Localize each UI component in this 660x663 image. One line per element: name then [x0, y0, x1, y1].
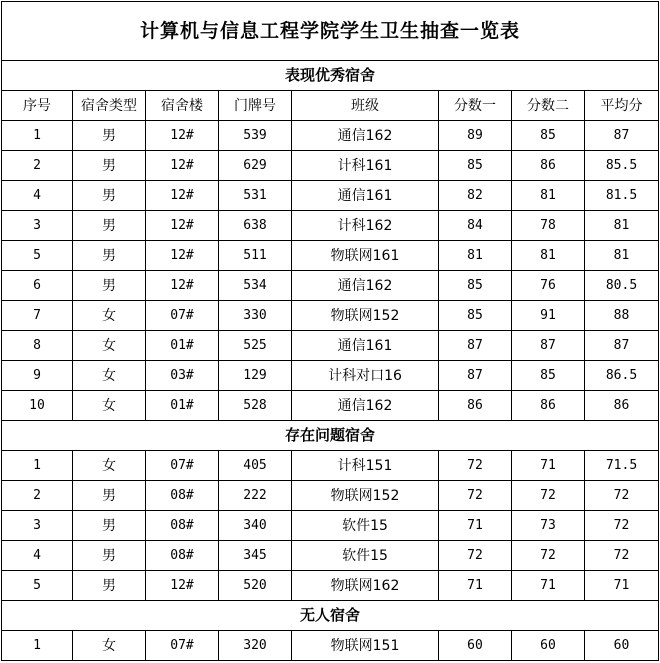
room-number-cell: 534 — [219, 271, 292, 301]
score2-cell: 71 — [512, 451, 585, 481]
seq-cell: 10 — [2, 391, 73, 421]
average-cell: 81.5 — [585, 181, 659, 211]
average-cell: 60 — [585, 631, 659, 661]
class-cell: 计科对口16 — [292, 361, 439, 391]
average-cell: 87 — [585, 121, 659, 151]
dorm-type-cell: 男 — [73, 271, 146, 301]
table-row — [2, 361, 659, 391]
seq-cell: 2 — [2, 481, 73, 511]
building-cell: 12# — [146, 211, 219, 241]
class-cell: 物联网152 — [292, 481, 439, 511]
building-cell: 12# — [146, 271, 219, 301]
dorm-type-cell: 男 — [73, 121, 146, 151]
table-row — [2, 511, 659, 541]
room-number-cell: 539 — [219, 121, 292, 151]
average-cell: 72 — [585, 511, 659, 541]
seq-cell: 3 — [2, 511, 73, 541]
building-cell: 01# — [146, 391, 219, 421]
average-cell: 71 — [585, 571, 659, 601]
class-cell: 物联网161 — [292, 241, 439, 271]
class-cell: 通信162 — [292, 121, 439, 151]
section-row — [2, 61, 659, 91]
building-cell: 07# — [146, 451, 219, 481]
room-number-cell: 405 — [219, 451, 292, 481]
building-cell: 08# — [146, 541, 219, 571]
room-number-cell: 129 — [219, 361, 292, 391]
building-cell: 12# — [146, 241, 219, 271]
section-row — [2, 601, 659, 631]
building-cell: 12# — [146, 121, 219, 151]
section-row — [2, 421, 659, 451]
building-cell: 07# — [146, 631, 219, 661]
table-title: 计算机与信息工程学院学生卫生抽查一览表 — [2, 2, 659, 61]
seq-cell: 8 — [2, 331, 73, 361]
dorm-type-cell: 男 — [73, 211, 146, 241]
section-title: 存在问题宿舍 — [2, 421, 659, 451]
column-header: 班级 — [292, 91, 439, 121]
building-cell: 01# — [146, 331, 219, 361]
class-cell: 物联网151 — [292, 631, 439, 661]
seq-cell: 9 — [2, 361, 73, 391]
room-number-cell: 638 — [219, 211, 292, 241]
table-row — [2, 451, 659, 481]
room-number-cell: 520 — [219, 571, 292, 601]
score2-cell: 85 — [512, 361, 585, 391]
class-cell: 通信162 — [292, 391, 439, 421]
column-header: 宿舍类型 — [73, 91, 146, 121]
dorm-type-cell: 女 — [73, 631, 146, 661]
section-title: 表现优秀宿舍 — [2, 61, 659, 91]
dorm-type-cell: 男 — [73, 571, 146, 601]
score2-cell: 86 — [512, 391, 585, 421]
class-cell: 计科161 — [292, 151, 439, 181]
room-number-cell: 340 — [219, 511, 292, 541]
room-number-cell: 222 — [219, 481, 292, 511]
score1-cell: 85 — [439, 301, 512, 331]
class-cell: 物联网162 — [292, 571, 439, 601]
score1-cell: 86 — [439, 391, 512, 421]
score2-cell: 86 — [512, 151, 585, 181]
score1-cell: 72 — [439, 481, 512, 511]
score2-cell: 81 — [512, 241, 585, 271]
score1-cell: 85 — [439, 271, 512, 301]
dorm-type-cell: 女 — [73, 391, 146, 421]
dorm-type-cell: 男 — [73, 151, 146, 181]
table-row — [2, 241, 659, 271]
score1-cell: 71 — [439, 571, 512, 601]
room-number-cell: 345 — [219, 541, 292, 571]
column-header: 分数一 — [439, 91, 512, 121]
average-cell: 72 — [585, 541, 659, 571]
score1-cell: 87 — [439, 331, 512, 361]
seq-cell: 5 — [2, 241, 73, 271]
seq-cell: 7 — [2, 301, 73, 331]
score1-cell: 82 — [439, 181, 512, 211]
table-row — [2, 391, 659, 421]
table-row — [2, 211, 659, 241]
score2-cell: 76 — [512, 271, 585, 301]
score1-cell: 60 — [439, 631, 512, 661]
dorm-type-cell: 男 — [73, 181, 146, 211]
table-row — [2, 151, 659, 181]
seq-cell: 4 — [2, 181, 73, 211]
average-cell: 71.5 — [585, 451, 659, 481]
room-number-cell: 511 — [219, 241, 292, 271]
room-number-cell: 531 — [219, 181, 292, 211]
building-cell: 12# — [146, 181, 219, 211]
building-cell: 12# — [146, 571, 219, 601]
room-number-cell: 330 — [219, 301, 292, 331]
column-header: 门牌号 — [219, 91, 292, 121]
dorm-type-cell: 女 — [73, 301, 146, 331]
seq-cell: 3 — [2, 211, 73, 241]
building-cell: 08# — [146, 511, 219, 541]
column-header: 序号 — [2, 91, 73, 121]
average-cell: 87 — [585, 331, 659, 361]
class-cell: 通信161 — [292, 181, 439, 211]
class-cell: 计科151 — [292, 451, 439, 481]
table-row — [2, 631, 659, 661]
class-cell: 通信162 — [292, 271, 439, 301]
average-cell: 85.5 — [585, 151, 659, 181]
table-row — [2, 481, 659, 511]
class-cell: 通信161 — [292, 331, 439, 361]
table-row — [2, 541, 659, 571]
class-cell: 软件15 — [292, 511, 439, 541]
average-cell: 81 — [585, 211, 659, 241]
score2-cell: 87 — [512, 331, 585, 361]
score2-cell: 78 — [512, 211, 585, 241]
inspection-table — [1, 1, 659, 661]
average-cell: 81 — [585, 241, 659, 271]
seq-cell: 4 — [2, 541, 73, 571]
table-row — [2, 121, 659, 151]
dorm-type-cell: 男 — [73, 481, 146, 511]
table-row — [2, 301, 659, 331]
score1-cell: 72 — [439, 541, 512, 571]
seq-cell: 2 — [2, 151, 73, 181]
section-title: 无人宿舍 — [2, 601, 659, 631]
column-header: 宿舍楼 — [146, 91, 219, 121]
dorm-type-cell: 女 — [73, 331, 146, 361]
dorm-type-cell: 男 — [73, 541, 146, 571]
seq-cell: 5 — [2, 571, 73, 601]
seq-cell: 1 — [2, 631, 73, 661]
score2-cell: 60 — [512, 631, 585, 661]
dorm-type-cell: 女 — [73, 451, 146, 481]
score1-cell: 84 — [439, 211, 512, 241]
score2-cell: 81 — [512, 181, 585, 211]
room-number-cell: 525 — [219, 331, 292, 361]
average-cell: 80.5 — [585, 271, 659, 301]
building-cell: 03# — [146, 361, 219, 391]
building-cell: 12# — [146, 151, 219, 181]
dorm-type-cell: 男 — [73, 511, 146, 541]
score1-cell: 87 — [439, 361, 512, 391]
table-row — [2, 571, 659, 601]
dorm-type-cell: 女 — [73, 361, 146, 391]
dorm-type-cell: 男 — [73, 241, 146, 271]
score1-cell: 85 — [439, 151, 512, 181]
score2-cell: 72 — [512, 481, 585, 511]
score1-cell: 81 — [439, 241, 512, 271]
average-cell: 72 — [585, 481, 659, 511]
room-number-cell: 528 — [219, 391, 292, 421]
seq-cell: 6 — [2, 271, 73, 301]
score1-cell: 71 — [439, 511, 512, 541]
score2-cell: 91 — [512, 301, 585, 331]
class-cell: 物联网152 — [292, 301, 439, 331]
building-cell: 08# — [146, 481, 219, 511]
score1-cell: 89 — [439, 121, 512, 151]
class-cell: 软件15 — [292, 541, 439, 571]
average-cell: 86.5 — [585, 361, 659, 391]
score2-cell: 71 — [512, 571, 585, 601]
room-number-cell: 320 — [219, 631, 292, 661]
building-cell: 07# — [146, 301, 219, 331]
table-row — [2, 331, 659, 361]
average-cell: 88 — [585, 301, 659, 331]
score2-cell: 85 — [512, 121, 585, 151]
table-row — [2, 181, 659, 211]
average-cell: 86 — [585, 391, 659, 421]
seq-cell: 1 — [2, 451, 73, 481]
column-header: 平均分 — [585, 91, 659, 121]
seq-cell: 1 — [2, 121, 73, 151]
class-cell: 计科162 — [292, 211, 439, 241]
score2-cell: 73 — [512, 511, 585, 541]
score2-cell: 72 — [512, 541, 585, 571]
title-row — [2, 2, 659, 61]
header-row — [2, 91, 659, 121]
room-number-cell: 629 — [219, 151, 292, 181]
column-header: 分数二 — [512, 91, 585, 121]
score1-cell: 72 — [439, 451, 512, 481]
table-row — [2, 271, 659, 301]
